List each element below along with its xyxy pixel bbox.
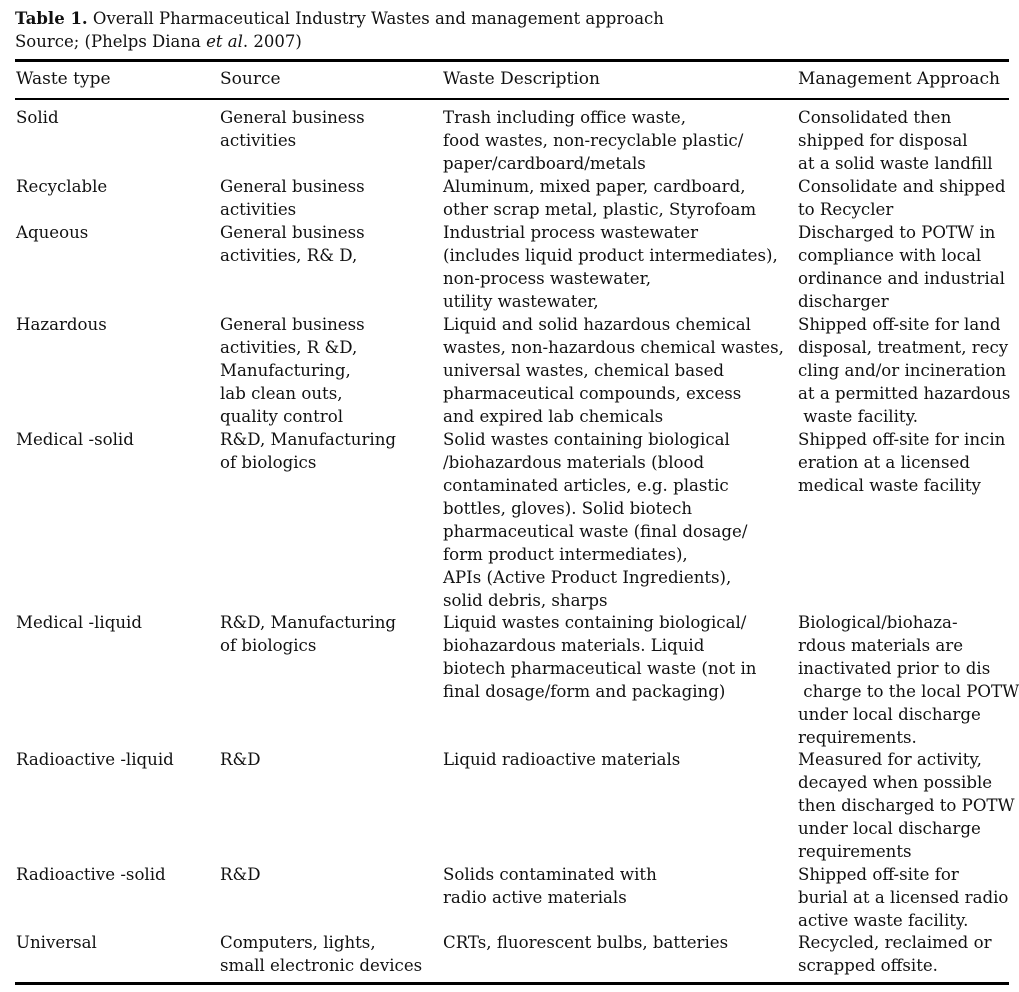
cell-source: General business activities, R& D, [220,223,365,265]
cell-management: Consolidate and shipped to Recycler [798,177,1006,219]
caption-title-line [15,7,664,30]
header-source: Source [220,69,281,89]
cell-waste-type: Radioactive -liquid [16,750,174,769]
table-header-rule [15,98,1009,100]
cell-management: Shipped off-site for burial at a licensed radio active waste facility. [798,865,1009,930]
cell-waste-type: Aqueous [16,223,89,242]
table-caption [15,7,664,53]
cell-description: CRTs, fluorescent bulbs, batteries [443,933,729,952]
cell-source: Computers, lights, small electronic devices [220,933,423,975]
cell-waste-type: Hazardous [16,315,107,334]
cell-waste-type: Medical -solid [16,430,134,449]
cell-description: Liquid and solid hazardous chemical wastes, non-hazardous chemical wastes, universal wastes, chemical based pharmaceutical compounds, excess and expired lab chemicals [443,315,784,426]
cell-management: Consolidated then shipped for disposal at a solid waste landfill [798,108,993,173]
cell-management: Discharged to POTW in compliance with local ordinance and industrial discharger [798,223,1005,311]
cell-management: Biological/biohaza- rdous materials are inactivated prior to dis charge to the local POTW under local discharge requirements. [798,613,1019,747]
cell-source: R&D [220,865,261,884]
cell-source: General business activities [220,177,365,219]
header-waste-description: Waste Description [443,69,600,89]
cell-source: R&D, Manufacturing of biologics [220,613,397,655]
cell-waste-type: Universal [16,933,97,952]
cell-source: R&D [220,750,261,769]
header-waste-type: Waste type [16,69,111,89]
header-management-approach: Management Approach [798,69,1000,89]
cell-source: R&D, Manufacturing of biologics [220,430,397,472]
caption-source-line [15,30,664,53]
cell-description: Solids contaminated with radio active materials [443,865,657,907]
table-bottom-rule [15,982,1009,985]
cell-description: Aluminum, mixed paper, cardboard, other scrap metal, plastic, Styrofoam [443,177,757,219]
caption-title: Overall Pharmaceutical Industry Wastes and management approach [87,9,664,28]
cell-description: Industrial process wastewater (includes liquid product intermediates), non-process wastewater, utility wastewater, [443,223,778,311]
cell-source: General business activities, R &D, Manufacturing, lab clean outs, quality control [220,315,365,426]
cell-description: Trash including office waste, food wastes, non-recyclable plastic/ paper/cardboard/metals [443,108,744,173]
cell-waste-type: Medical -liquid [16,613,142,632]
cell-waste-type: Solid [16,108,59,127]
cell-management: Measured for activity, decayed when possible then discharged to POTW under local discharge requirements [798,750,1015,861]
cell-source: General business activities [220,108,365,150]
cell-management: Recycled, reclaimed or scrapped offsite. [798,933,992,975]
caption-label: Table 1. [15,9,88,28]
cell-description: Liquid wastes containing biological/ biohazardous materials. Liquid biotech pharmaceutical waste (not in final dosage/form and packaging) [443,613,757,701]
cell-waste-type: Radioactive -solid [16,865,166,884]
table-top-rule [15,59,1009,62]
cell-management: Shipped off-site for land disposal, treatment, recy cling and/or incineration at a permitted hazardous waste facility. [798,315,1011,426]
caption-source-suffix: . 2007) [242,32,302,51]
cell-waste-type: Recyclable [16,177,108,196]
cell-description: Liquid radioactive materials [443,750,681,769]
caption-source-prefix: Source; (Phelps Diana [15,32,207,51]
caption-source-italic: et al [206,32,243,51]
cell-management: Shipped off-site for incin eration at a licensed medical waste facility [798,430,1006,495]
cell-description: Solid wastes containing biological /biohazardous materials (blood contaminated articles, e.g. plastic bottles, gloves). Solid biotech pharmaceutical waste (final dosage/ form product intermediates), APIs (Active Product Ingredients), solid debris, sharps [443,430,748,610]
